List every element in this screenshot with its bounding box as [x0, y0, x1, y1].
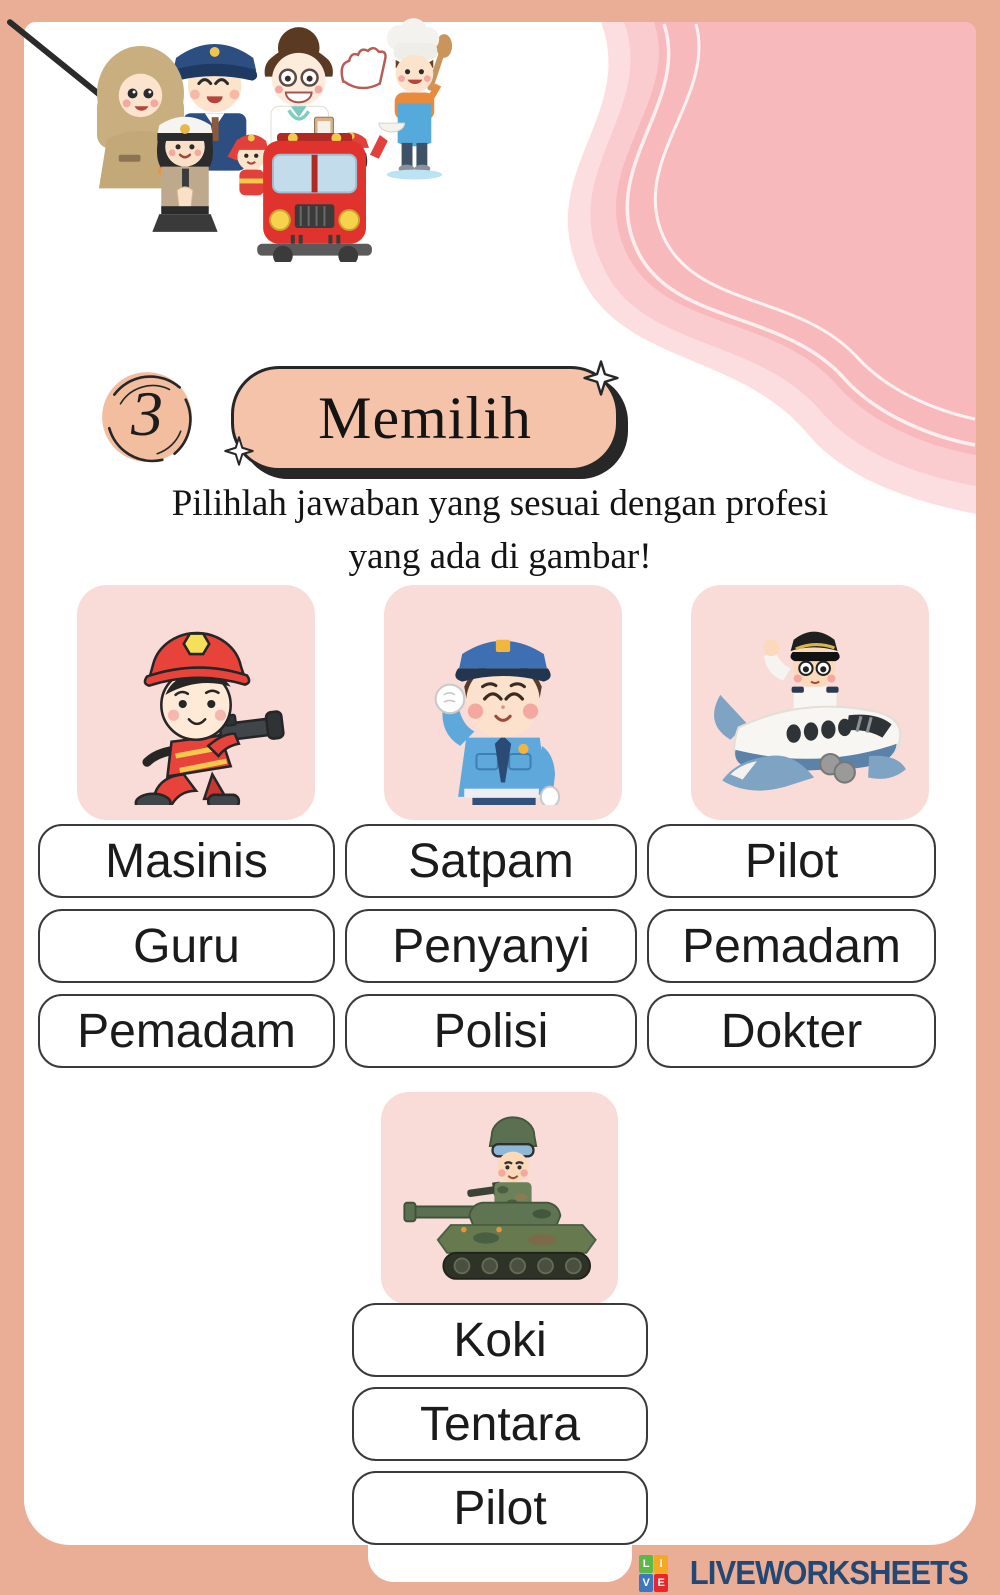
- firefighter-image-card: [77, 585, 315, 820]
- option-button[interactable]: Masinis: [38, 824, 335, 898]
- logo-letter: V: [639, 1574, 653, 1592]
- soldier-tank-image-card: [381, 1092, 618, 1305]
- instructions: [0, 477, 1000, 583]
- page-title: Memilih: [318, 385, 532, 451]
- option-button[interactable]: Penyanyi: [345, 909, 637, 983]
- option-button[interactable]: Pemadam: [647, 909, 936, 983]
- question-images-row: [77, 585, 929, 820]
- star-icon: [224, 436, 254, 466]
- policewoman-figure: [152, 117, 217, 232]
- liveworksheets-logo-icon: [639, 1555, 668, 1592]
- firefighter-image: [94, 601, 298, 805]
- option-button[interactable]: Dokter: [647, 994, 936, 1068]
- question-number-circle: [96, 366, 198, 468]
- logo-letter: I: [654, 1555, 668, 1573]
- security-guard-image-card: [384, 585, 622, 820]
- chef-boy-figure: [379, 18, 452, 179]
- liveworksheets-brand[interactable]: [639, 1554, 968, 1592]
- option-button[interactable]: Pilot: [647, 824, 936, 898]
- option-button[interactable]: Koki: [352, 1303, 648, 1377]
- option-button[interactable]: Tentara: [352, 1387, 648, 1461]
- option-button[interactable]: Polisi: [345, 994, 637, 1068]
- option-button[interactable]: Pilot: [352, 1471, 648, 1545]
- logo-letter: E: [654, 1574, 668, 1592]
- instruction-line-2: yang ada di gambar!: [348, 536, 652, 577]
- option-button[interactable]: Satpam: [345, 824, 637, 898]
- soldier-tank-image: [402, 1108, 598, 1290]
- instruction-line-1: Pilihlah jawaban yang sesuai dengan profesi: [171, 483, 829, 524]
- answer-options-grid: [38, 824, 936, 1068]
- logo-letter: L: [639, 1555, 653, 1573]
- professions-collage-illustration: [2, 6, 457, 262]
- title-badge: [231, 366, 619, 471]
- question-number: 3: [131, 378, 163, 449]
- star-icon: [583, 360, 619, 396]
- fire-truck: [257, 133, 372, 262]
- security-guard-image: [401, 601, 605, 805]
- bottom-answer-options: [352, 1303, 648, 1545]
- brand-wordmark: LIVEWORKSHEETS: [689, 1554, 968, 1591]
- option-button[interactable]: Pemadam: [38, 994, 335, 1068]
- option-button[interactable]: Guru: [38, 909, 335, 983]
- pilot-airplane-image-card: [691, 585, 929, 820]
- pilot-airplane-image: [708, 601, 912, 805]
